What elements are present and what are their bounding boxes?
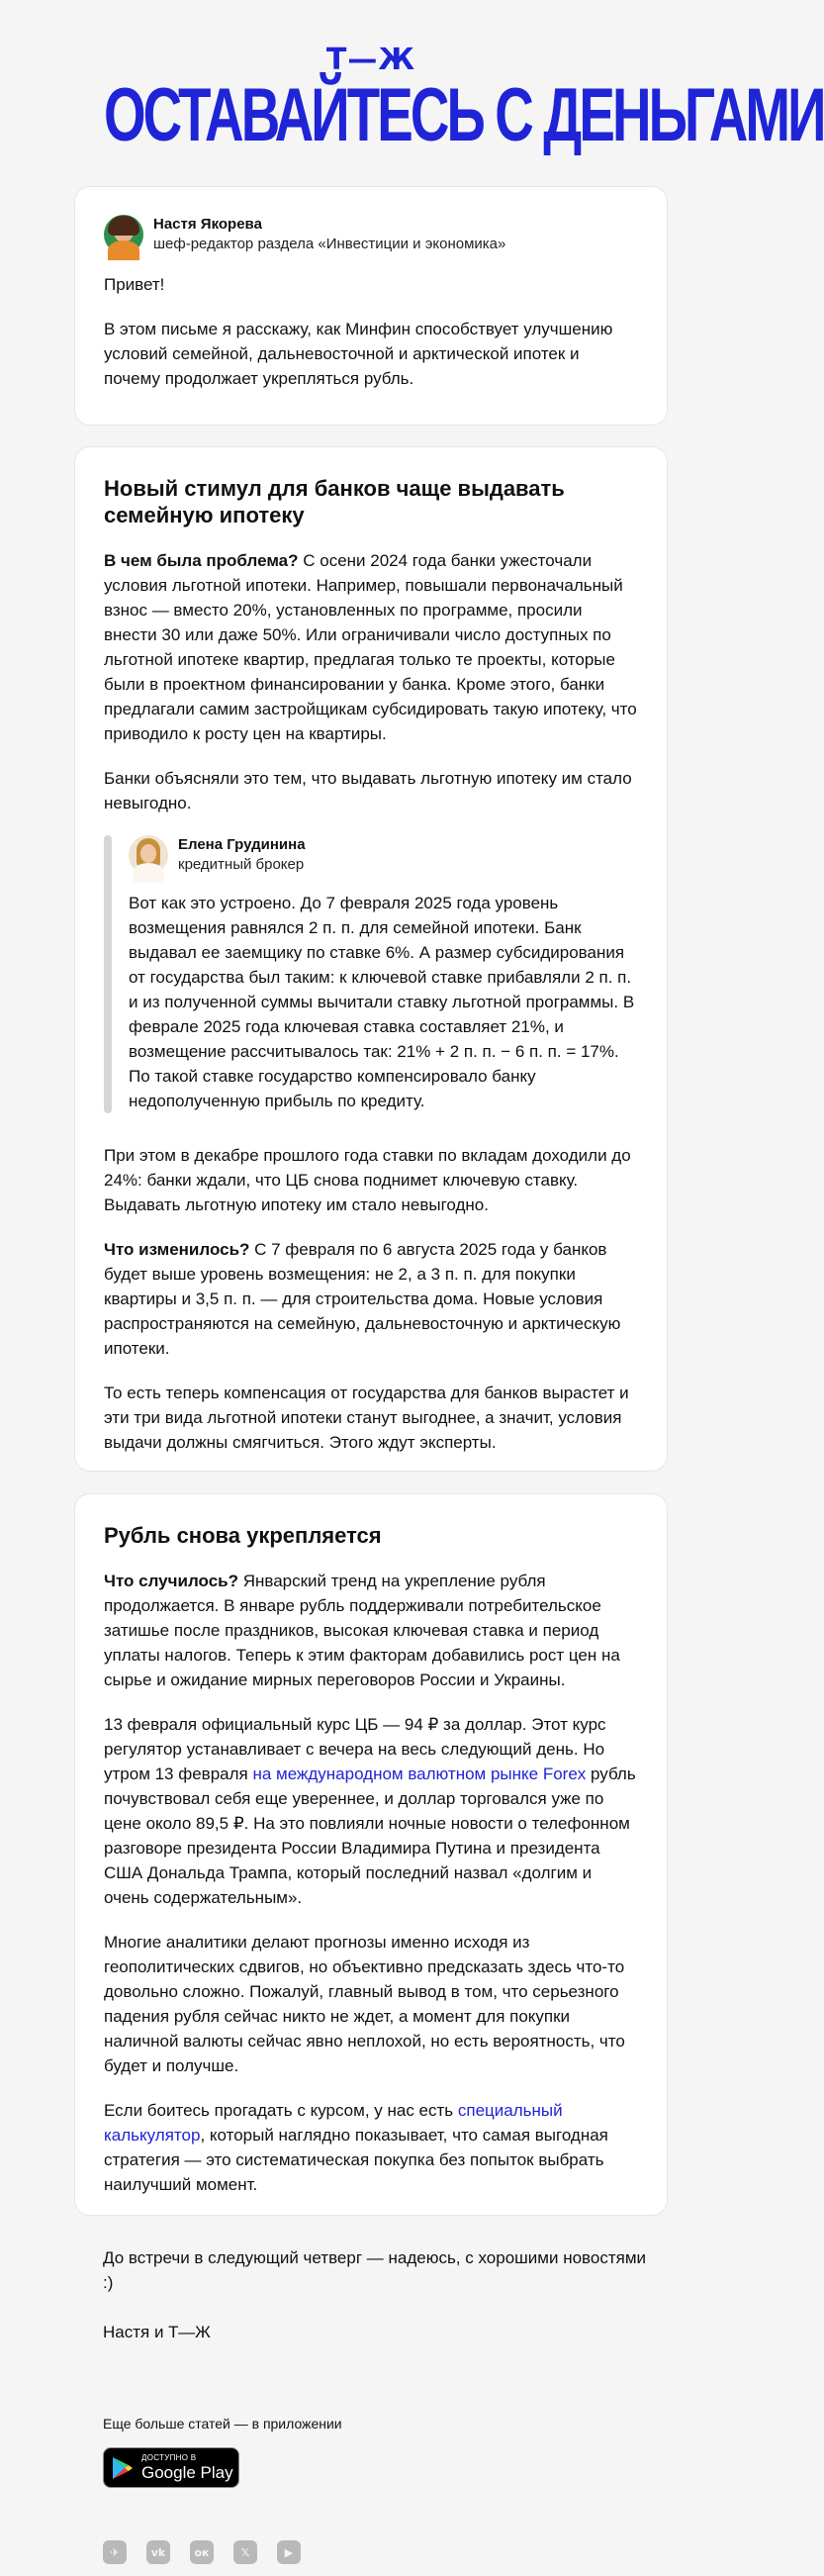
intro-text: В этом письме я расскажу, как Минфин способствует улучшению условий семейной, дальневосточной и арктической ипотек и почему продолжает укрепляться рубль. — [104, 320, 613, 388]
paragraph: То есть теперь компенсация от государства для банков вырастет и эти три вида льготной ипотеки станут выгоднее, а значит, условия выдачи должны смягчиться. Этого ждут эксперты. — [104, 1383, 629, 1452]
quote-text: Вот как это устроено. До 7 февраля 2025 года уровень возмещения равнялся 2 п. п. для семейной ипотеки. Банк выдавал ее заемщику по ставке 6%. А размер субсидирования от государства был таким: к ключевой ставке прибавляли 2 п. п. и из полученной суммы вычитали ставку льготной программы. В феврале 2025 года ключевая ставка составляет 21%, и возмещение рассчитывалось так: 21% + 2 п. п. − 6 п. п. = 17%. По такой ставке государство компенсировало банку недополученную прибыль по кредиту. — [129, 894, 635, 1110]
paragraph-text: рубль почувствовал себя еще увереннее, и доллар торговался уже по цене около 89,5 ₽. На это повлияли ночные новости о телефонном разговоре президента России Владимира Путина и президента США Дональда Трампа, который последний назвал «долгим и очень содержательным». — [104, 1765, 636, 1907]
author-name: Настя Якорева — [153, 216, 262, 233]
ok-icon[interactable]: ок — [190, 2540, 214, 2564]
newsletter-title: ОСТАВАЙТЕСЬ С ДЕНЬГАМИ — [104, 73, 824, 157]
article-ruble — [74, 1493, 668, 2216]
paragraph-text: Январский тренд на укрепление рубля продолжается. В январе рубль поддерживали потребительское затишье после праздников, высокая ключевая ставка и период уплаты налогов. Теперь к этим факторам добавились рост цен на сырье и ожидание мирных переговоров России и Украины. — [104, 1572, 620, 1689]
google-play-button[interactable] — [103, 2447, 239, 2488]
outro-text: До встречи в следующий четверг — надеюсь, с хорошими новостями :) — [103, 2248, 647, 2292]
lead-bold: В чем была проблема? — [104, 551, 299, 570]
paragraph: Банки объясняли это тем, что выдавать льготную ипотеку им стало невыгодно. — [104, 769, 632, 812]
paragraph — [104, 1712, 638, 1910]
article-title: Рубль снова укрепляется — [104, 1523, 382, 1548]
gp-big-label: Google Play — [141, 2463, 233, 2482]
quote-bar — [104, 835, 112, 1113]
google-play-icon — [112, 2456, 134, 2480]
greeting: Привет! — [104, 275, 165, 294]
social-links — [103, 2540, 320, 2564]
expert-role: кредитный брокер — [178, 856, 305, 873]
author-avatar — [104, 215, 143, 254]
signature: Настя и Т—Ж — [103, 2323, 211, 2341]
article-mortgage — [74, 446, 668, 1472]
forex-link[interactable]: на международном валютном рынке Forex — [252, 1765, 587, 1783]
paragraph — [104, 548, 638, 746]
telegram-icon[interactable]: ✈ — [103, 2540, 127, 2564]
tj-logo[interactable]: Т—Ж — [325, 43, 416, 77]
author-role: шеф-редактор раздела «Инвестиции и экономика» — [153, 236, 506, 252]
paragraph-text: , который наглядно показывает, что самая выгодная стратегия — это систематическая покупка без попыток выбрать наилучший момент. — [104, 2126, 608, 2194]
paragraph-text: С 7 февраля по 6 августа 2025 года у банков будет выше уровень возмещения: не 2, а 3 п. п. для покупки квартиры и 3,5 п. п. — для строительства дома. Новые условия распространяются на семейную, дальневосточную и арктическую ипотеки. — [104, 1240, 621, 1358]
expert-quote — [104, 835, 638, 1113]
expert-block — [129, 835, 638, 875]
paragraph: При этом в декабре прошлого года ставки по вкладам доходили до 24%: банки ждали, что ЦБ снова поднимет ключевую ставку. Выдавать льготную ипотеку им стало невыгодно. — [104, 1146, 631, 1214]
paragraph-text: 13 февраля официальный курс ЦБ — 94 ₽ за доллар. Этот курс регулятор устанавливает с вечера на весь следующий день. Но утром 13 февраля — [104, 1715, 606, 1783]
lead-bold: Что изменилось? — [104, 1240, 250, 1259]
paragraph — [104, 2098, 638, 2197]
calculator-link[interactable]: специальный калькулятор — [104, 2101, 563, 2145]
expert-name: Елена Грудинина — [178, 836, 306, 853]
author-block — [104, 215, 638, 254]
paragraph: Многие аналитики делают прогнозы именно исходя из геополитических сдвигов, но объективно предсказать здесь что-то довольно сложно. Пожалуй, главный вывод в том, что серьезного падения рубля сейчас никто не ждет, а момент для покупки наличной валюты сейчас явно неплохой, но есть вероятность, что будет и получше. — [104, 1933, 625, 2075]
paragraph — [104, 1237, 638, 1361]
youtube-icon[interactable]: ▶ — [277, 2540, 301, 2564]
lead-bold: Что случилось? — [104, 1572, 238, 1590]
x-icon[interactable]: 𝕏 — [233, 2540, 257, 2564]
paragraph-text: С осени 2024 года банки ужесточали условия льготной ипотеки. Например, повышали первоначальный взнос — вместо 20%, установленных по программе, просили внести 30 или даже 50%. Или ограничивали число доступных по льготной ипотеке квартир, предлагая только те проекты, которые были в проектном финансировании у банка. Кроме этого, банки предлагали самим застройщикам субсидировать такую ипотеку, что приводило к росту цен на квартиры. — [104, 551, 637, 743]
paragraph — [104, 1569, 638, 1692]
paragraph-text: Если боитесь прогадать с курсом, у нас есть — [104, 2101, 458, 2120]
intro-card — [74, 186, 668, 426]
app-promo-label: Еще больше статей — в приложении — [103, 2416, 342, 2432]
vk-icon[interactable]: vk — [146, 2540, 170, 2564]
article-title: Новый стимул для банков чаще выдавать семейную ипотеку — [104, 476, 565, 527]
expert-avatar — [129, 835, 168, 875]
gp-small-label: ДОСТУПНО В — [141, 2453, 197, 2462]
